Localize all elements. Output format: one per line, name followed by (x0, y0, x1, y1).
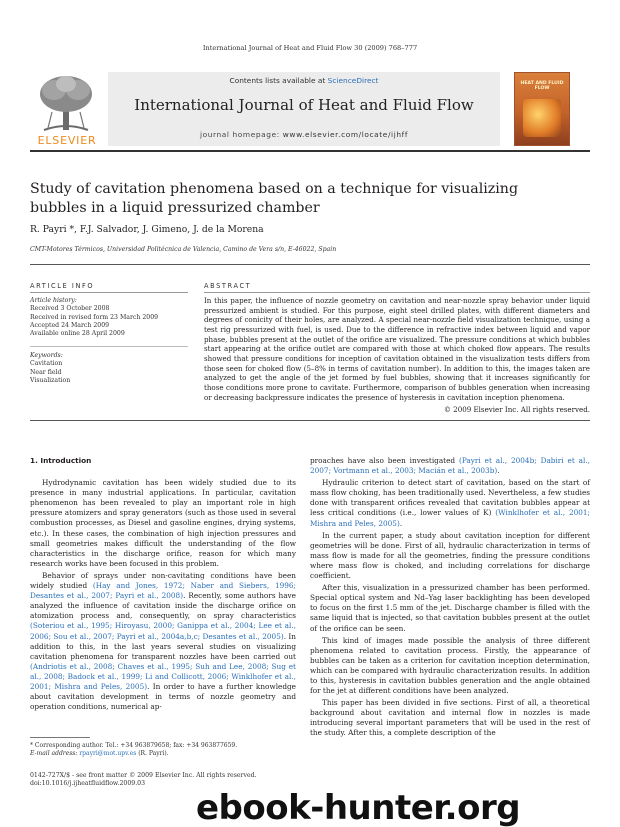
abstract-bottom-rule (30, 420, 590, 421)
paragraph: Hydrodynamic cavitation has been widely studied due to its presence in many industrial applications. In particular, cavitation phenomenon has been revealed to play an important role in high pressure atomizers and spray generators (such as those used in several combustion processes, as Diesel and gasoline engines, drying systems, etc.). In these cases, the combination of high injection pressures and small geometries makes difficult the understanding of the flow characteristics in the discharge orifice, reason for which many research works have been focused in this problem. (30, 478, 296, 568)
paragraph (310, 478, 590, 528)
info-rule (30, 292, 188, 293)
history-item: Received 3 October 2008 (30, 305, 110, 313)
issn-line: 0142-727X/$ - see front matter © 2009 Elsevier Inc. All rights reserved. (30, 772, 257, 779)
title-rule (30, 264, 590, 265)
journal-cover-thumbnail (514, 72, 570, 146)
citation-link[interactable]: (Hay and Jones, 1972; Naber and Siebers, 1996; Desantes et al., 2007; Payri et al., 2008) (30, 581, 296, 601)
abstract-copyright: © 2009 Elsevier Inc. All rights reserved. (443, 405, 590, 414)
paragraph: This kind of images made possible the analysis of three different phenomena related to cavitation process. Firstly, the appearance of bubbles can be taken as a criterion for cavitation inception determination, which can be compared with hydraulic characterization results. In addition to this, hysteresis in cavitation bubbles generation and the angle obtained for the jet at different conditions have been analyzed. (310, 635, 590, 696)
paragraph (30, 571, 296, 712)
text-run: . (399, 518, 403, 528)
email-suffix: (R. Payri). (136, 750, 169, 757)
keywords-block (30, 352, 188, 385)
contents-line (108, 76, 500, 85)
keywords-label: Keywords: (30, 352, 63, 359)
publisher-logo-text: ELSEVIER (37, 134, 97, 147)
history-label: Article history: (30, 297, 77, 304)
journal-title: International Journal of Heat and Fluid Flow (134, 96, 474, 114)
text-run: . (497, 466, 500, 476)
paragraph: In the current paper, a study about cavitation inception for different geometries will be done. First of all, hydraulic characterization in terms of mass flow is made for all the geometries, finding the pressure conditions where mass flow is choked, and including correlations for discharge coefficient. (310, 530, 590, 581)
body-right-column (310, 456, 590, 741)
keyword: Near field (30, 368, 62, 376)
citation-link[interactable]: (Soteriou et al., 1995; Hiroyasu, 2000; Ganippa et al., 2004; Lee et al., 2006; Sou et al., 2007; Payri et al., 2004a,b,c; Desantes et al., 2005) (30, 621, 296, 641)
journal-reference: International Journal of Heat and Fluid Flow 30 (2009) 768–777 (202, 44, 418, 52)
footnote (30, 742, 296, 758)
body-left-column (30, 456, 296, 714)
sciencedirect-link[interactable]: ScienceDirect (327, 76, 379, 85)
paragraph: After this, visualization in a pressurized chamber has been performed. Special optical system and Nd–Yag laser backlighting has been developed to focus on the first 1.5 mm of the jet. Discharge chamber is filled with the same liquid that is injected, so that cavitation bubbles present at the outlet of the orifice can be seen. (310, 583, 590, 633)
text-run: . Recently, some authors have analyzed the influence of cavitation inside the discharge orifice on atomization process and, consequently, on spray characteristics (30, 591, 296, 621)
article-history (30, 297, 188, 338)
keywords-rule (30, 346, 188, 347)
header-rule (30, 150, 590, 152)
article-title: Study of cavitation phenomena based on a technique for visualizing bubbles in a liquid pressurized chamber (30, 181, 519, 216)
article-info-heading: ARTICLE INFO (30, 282, 95, 290)
history-item: Available online 28 April 2009 (30, 330, 125, 338)
keyword: Visualization (30, 376, 71, 384)
text-run: . In addition to this, in the last years several studies on visualizing cavitation phenomena for transparent nozzles have been carried out (30, 631, 296, 661)
paragraph: This paper has been divided in five sections. First of all, a theoretical background about cavitation and internal flow in nozzles is made introducing several important parameters that will be used in the rest of the study. After this, a complete description of the (310, 698, 590, 738)
cover-art (523, 99, 561, 137)
citation-link[interactable]: (Andriotis et al., 2008; Chaves et al., 1995; Suh and Lee, 2008; Sug et al., 2008; Badock et al., 1999; Li and Collicott, 2006; Winklhofer et al., 2001; Mishra and Peles, 2005) (30, 661, 296, 691)
journal-homepage (108, 130, 500, 139)
email-label: E-mail address: (30, 750, 80, 757)
email-line (30, 750, 296, 758)
footnote-rule (30, 737, 90, 738)
doi-line: doi:10.1016/j.ijheatfluidflow.2009.03 (30, 780, 146, 787)
text-run: Hydraulic criterion to detect start of cavitation, based on the start of mass flow choking, has been traditionally used. Nevertheless, a few studies done with transparent orifices revealed that cavitation bubbles appear at less critical conditions (i.e., lower values of K) (310, 478, 591, 518)
abstract-heading: ABSTRACT (204, 282, 252, 290)
contents-prefix: Contents lists available at (229, 76, 328, 85)
history-item: Accepted 24 March 2009 (30, 321, 110, 329)
citation-link[interactable]: (Winklhofer et al., 2001; Mishra and Peles, 2005) (310, 508, 590, 528)
issn-block (30, 772, 330, 788)
homepage-prefix: journal homepage: (199, 130, 283, 139)
keyword: Cavitation (30, 360, 63, 368)
homepage-link[interactable]: www.elsevier.com/locate/ijhff (282, 130, 409, 139)
text-run: Behavior of sprays under non-cavitating conditions have been widely studied (30, 570, 296, 591)
citation-link[interactable]: (Payri et al., 2004b; Dabiri et al., 2007; Vortmann et al., 2003; Macián et al., 2003b) (310, 456, 590, 476)
abstract-rule (204, 292, 590, 293)
tree-icon (34, 72, 98, 134)
cover-title: HEAT AND FLUID FLOW (520, 81, 564, 92)
abstract-text: In this paper, the influence of nozzle geometry on cavitation and near-nozzle spray behavior under liquid pressurized ambient is studied. For this purpose, eight steel drilled plates, with different diameters and degrees of conicity of their holes, are analyzed. A special near-nozzle field visualization technique, using a test rig pressurized with fuel, is used. Due to the difference in refractive index between liquid and vapor phase, bubbles present at the outlet of the orifice are visualized. The pressure conditions at which bubbles start appearing at the orifice outlet are compared with those at which choked flow appears. The results showed that pressure conditions for inception of cavitation obtained in the visualization tests differs from those seen for choked flow (5–8% in terms of cavitation number). In addition to this, the images taken are analyzed to get the angle of the jet formed by fuel bubbles, showing that it increases significantly for those conditions more prone to cavitate. Furthermore, comparison of bubbles generation when increasing or decreasing backpressure indicates the presence of hysteresis in cavitation inception phenomena. (204, 296, 590, 402)
corresponding-author: * Corresponding author. Tel.: +34 963879658; fax: +34 963877659. (30, 742, 238, 749)
author-affiliation: CMT-Motores Térmicos, Universidad Politécnica de Valencia, Camino de Vera s/n, E-46022, Spain (30, 246, 337, 253)
section-heading: 1. Introduction (30, 456, 92, 465)
paragraph (310, 456, 590, 476)
text-run: . In order to have a further knowledge about cavitation development in terms of nozzle geometry and operation conditions, numerical ap- (30, 681, 297, 712)
article-authors: R. Payri *, F.J. Salvador, J. Gimeno, J. de la Morena (30, 224, 264, 235)
email-link[interactable]: rpayri@mot.upv.es (79, 750, 137, 757)
watermark-text: ebook-hunter.org (196, 788, 521, 827)
history-item: Received in revised form 23 March 2009 (30, 313, 159, 321)
text-run: proaches have also been investigated (310, 456, 459, 465)
